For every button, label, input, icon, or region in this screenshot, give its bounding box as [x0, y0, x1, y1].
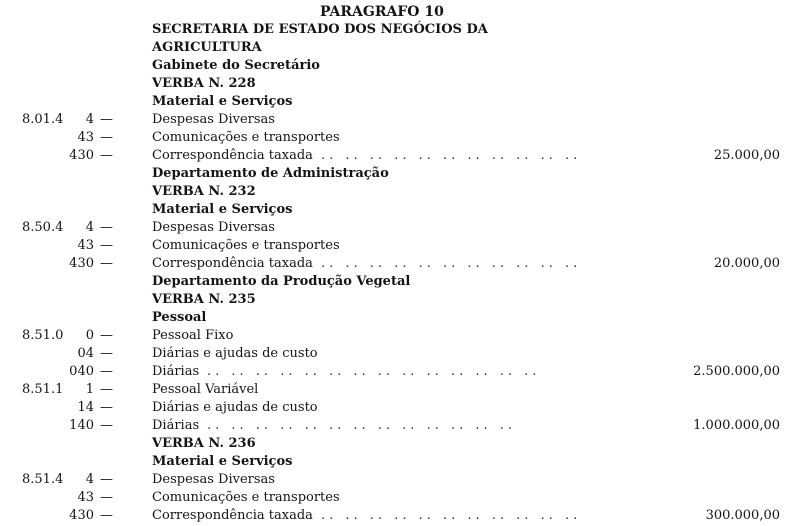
item-description: Diárias: [152, 418, 200, 433]
item-description: Diárias: [152, 364, 200, 379]
dash-separator: —: [100, 364, 113, 379]
title-line: [0, 4, 800, 22]
dash-separator: —: [100, 328, 113, 343]
section-heading: VERBA N. 232: [152, 184, 256, 199]
budget-item-line: [0, 148, 800, 166]
budget-item-line: [0, 328, 800, 346]
budget-item-line: [0, 112, 800, 130]
agency-line-1: [0, 22, 800, 40]
item-description: Comunicações e transportes: [152, 490, 340, 505]
section-heading-line: [0, 76, 800, 94]
item-amount: 20.000,00: [713, 256, 780, 271]
dash-separator: —: [100, 472, 113, 487]
dash-separator: —: [100, 130, 113, 145]
section-heading: Material e Serviços: [152, 454, 293, 469]
item-description: Comunicações e transportes: [152, 130, 340, 145]
section-heading-line: [0, 94, 800, 112]
section-heading: Departamento de Administração: [152, 166, 389, 181]
item-number: 43: [77, 130, 94, 145]
agency-name-continued: AGRICULTURA: [152, 40, 262, 55]
item-amount: 300.000,00: [705, 508, 780, 523]
section-heading-line: [0, 274, 800, 292]
item-code: 8.51.0: [22, 328, 64, 343]
budget-item-line: [0, 400, 800, 418]
dash-separator: —: [100, 112, 113, 127]
section-heading: Gabinete do Secretário: [152, 58, 320, 73]
leader-dots: .. .. .. .. .. .. .. .. .. .. .. .. .. ..: [207, 364, 541, 379]
budget-item-line: [0, 238, 800, 256]
item-number: 43: [77, 238, 94, 253]
section-heading: VERBA N. 236: [152, 436, 256, 451]
item-description: Correspondência taxada: [152, 256, 313, 271]
item-description: Comunicações e transportes: [152, 238, 340, 253]
leader-dots: .. .. .. .. .. .. .. .. .. .. .. .. ..: [207, 418, 517, 433]
item-description: Pessoal Fixo: [152, 328, 234, 343]
agency-name: SECRETARIA DE ESTADO DOS NEGÓCIOS DA: [152, 22, 488, 37]
item-description: Diárias e ajudas de custo: [152, 400, 318, 415]
item-description: Pessoal Variável: [152, 382, 259, 397]
item-amount: 1.000.000,00: [693, 418, 780, 433]
item-code: 8.01.4: [22, 112, 64, 127]
section-heading-line: [0, 58, 800, 76]
item-code: 8.51.4: [22, 472, 64, 487]
item-code: 8.50.4: [22, 220, 64, 235]
dash-separator: —: [100, 490, 113, 505]
item-description: Correspondência taxada: [152, 508, 313, 523]
dash-separator: —: [100, 238, 113, 253]
budget-item-line: [0, 346, 800, 364]
budget-item-line: [0, 130, 800, 148]
item-description: Despesas Diversas: [152, 472, 275, 487]
section-heading: VERBA N. 235: [152, 292, 256, 307]
item-description: Correspondência taxada: [152, 148, 313, 163]
budget-item-line: [0, 508, 800, 526]
item-number: 4: [85, 112, 94, 127]
budget-item-line: [0, 382, 800, 400]
dash-separator: —: [100, 418, 113, 433]
section-heading: Material e Serviços: [152, 94, 293, 109]
item-amount: 25.000,00: [713, 148, 780, 163]
item-number: 430: [69, 148, 94, 163]
item-number: 4: [85, 472, 94, 487]
item-number: 430: [69, 256, 94, 271]
section-heading-line: [0, 202, 800, 220]
item-description: Despesas Diversas: [152, 112, 275, 127]
section-heading-line: [0, 166, 800, 184]
item-number: 43: [77, 490, 94, 505]
item-amount: 2.500.000,00: [693, 364, 780, 379]
item-number: 14: [77, 400, 94, 415]
item-code: 8.51.1: [22, 382, 64, 397]
item-number: 4: [85, 220, 94, 235]
agency-line-2: [0, 40, 800, 58]
section-heading-line: [0, 184, 800, 202]
item-number: 1: [85, 382, 94, 397]
dash-separator: —: [100, 256, 113, 271]
leader-dots: .. .. .. .. .. .. .. .. .. .. ..: [321, 148, 582, 163]
item-description: Diárias e ajudas de custo: [152, 346, 318, 361]
budget-item-line: [0, 220, 800, 238]
leader-dots: .. .. .. .. .. .. .. .. .. .. ..: [321, 508, 582, 523]
dash-separator: —: [100, 346, 113, 361]
section-heading-line: [0, 310, 800, 328]
dash-separator: —: [100, 148, 113, 163]
section-heading: Departamento da Produção Vegetal: [152, 274, 411, 289]
section-heading-line: [0, 436, 800, 454]
section-heading-line: [0, 292, 800, 310]
budget-item-line: [0, 490, 800, 508]
budget-item-line: [0, 364, 800, 382]
item-number: 04: [77, 346, 94, 361]
item-number: 430: [69, 508, 94, 523]
dash-separator: —: [100, 400, 113, 415]
budget-item-line: [0, 472, 800, 490]
item-number: 0: [85, 328, 94, 343]
item-description: Despesas Diversas: [152, 220, 275, 235]
section-heading-line: [0, 454, 800, 472]
budget-item-line: [0, 256, 800, 274]
item-number: 140: [69, 418, 94, 433]
section-heading: VERBA N. 228: [152, 76, 256, 91]
budget-item-line: [0, 418, 800, 436]
section-heading: Pessoal: [152, 310, 207, 325]
dash-separator: —: [100, 220, 113, 235]
dash-separator: —: [100, 508, 113, 523]
section-heading: Material e Serviços: [152, 202, 293, 217]
leader-dots: .. .. .. .. .. .. .. .. .. .. ..: [321, 256, 582, 271]
document-title: PARAGRAFO 10: [320, 4, 444, 20]
item-number: 040: [69, 364, 94, 379]
dash-separator: —: [100, 382, 113, 397]
